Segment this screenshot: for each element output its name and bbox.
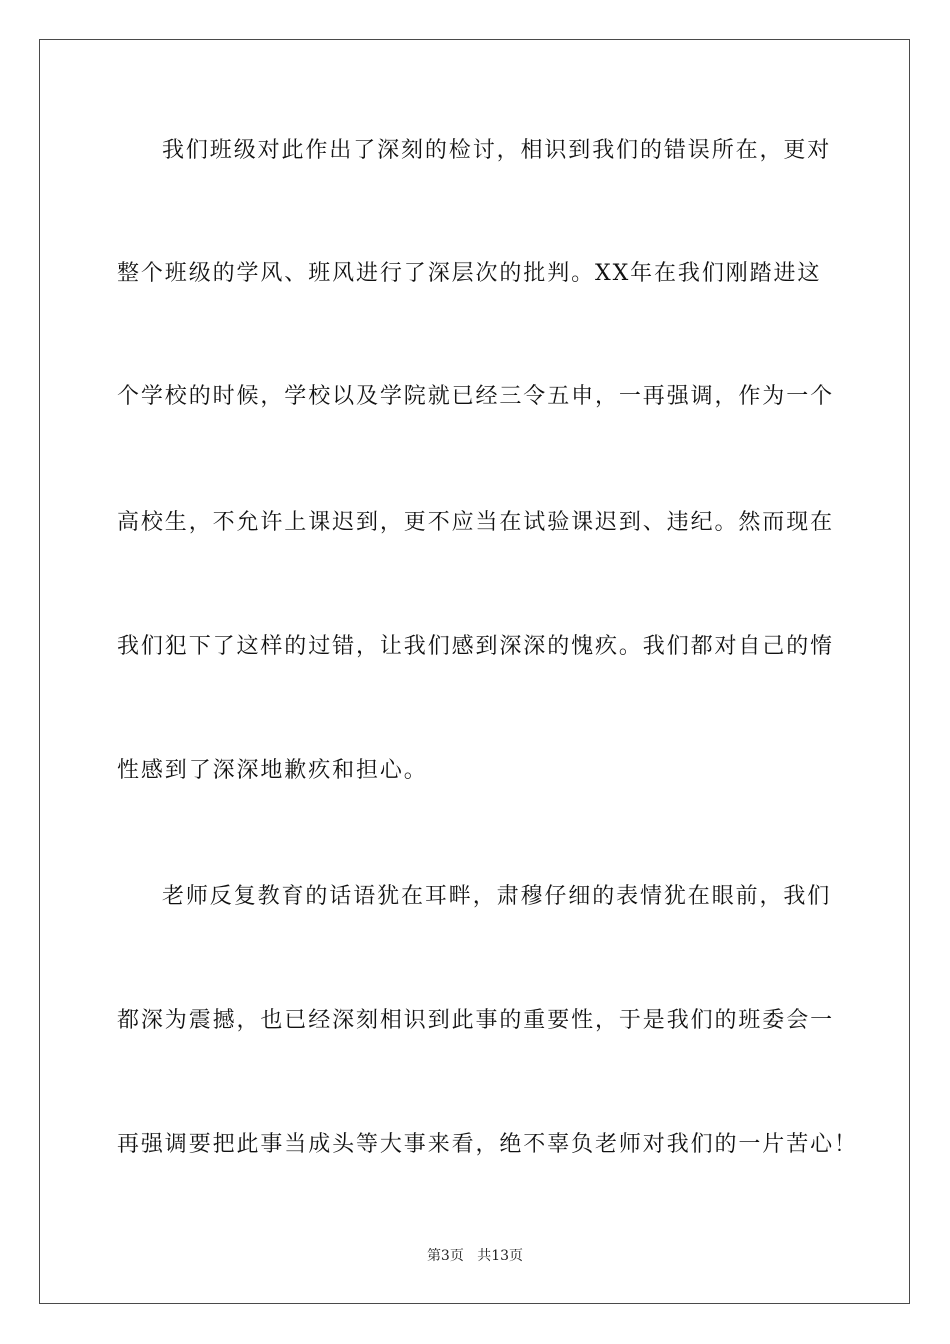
paragraph-1-line-2: 整个班级的学风、班风进行了深层次的批判。XX年在我们刚踏进这 [117, 261, 822, 286]
page-border [39, 39, 910, 1304]
paragraph-1-line-6: 性感到了深深地歉疚和担心。 [117, 758, 428, 783]
page-number: 第3页 [426, 1248, 464, 1264]
paragraph-1-line-5: 我们犯下了这样的过错，让我们感到深深的愧疚。我们都对自己的惰 [117, 634, 835, 659]
paragraph-2-line-1: 老师反复教育的话语犹在耳畔，肃穆仔细的表情犹在眼前，我们 [162, 884, 832, 909]
page-footer [0, 1246, 950, 1266]
page-total: 共13页 [477, 1248, 524, 1264]
paragraph-2-line-3: 再强调要把此事当成头等大事来看，绝不辜负老师对我们的一片苦心！ [117, 1132, 858, 1157]
paragraph-1-line-1: 我们班级对此作出了深刻的检讨，相识到我们的错误所在，更对 [162, 138, 832, 163]
paragraph-1-line-4: 高校生，不允许上课迟到，更不应当在试验课迟到、违纪。然而现在 [117, 510, 835, 535]
paragraph-2-line-2: 都深为震撼，也已经深刻相识到此事的重要性，于是我们的班委会一 [117, 1008, 835, 1033]
paragraph-1-line-3: 个学校的时候，学校以及学院就已经三令五申，一再强调，作为一个 [117, 384, 835, 409]
